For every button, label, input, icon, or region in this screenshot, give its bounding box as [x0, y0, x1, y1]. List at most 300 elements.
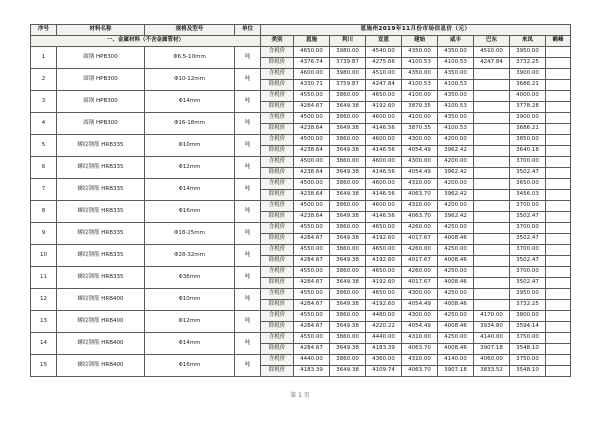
cell-price: 4310.00 — [402, 355, 438, 366]
cell-price: 3640.18 — [510, 146, 546, 157]
cell-seq: 12 — [31, 289, 57, 311]
cell-price: 3980.00 — [330, 69, 366, 80]
cell-price: 4063.70 — [402, 344, 438, 355]
cell-price — [546, 179, 571, 190]
cell-price: 3650.00 — [510, 179, 546, 190]
cell-price: 3700.00 — [510, 267, 546, 278]
cell-price: 4550.00 — [294, 91, 330, 102]
cell-price: 4017.67 — [402, 278, 438, 289]
cell-price — [546, 58, 571, 69]
cell-price — [546, 212, 571, 223]
cell-price: 3860.00 — [330, 201, 366, 212]
cell-price: 4200.00 — [438, 135, 474, 146]
cell-spec: Φ36mm — [145, 267, 235, 289]
cell-price: 3649.38 — [330, 278, 366, 289]
table-row — [31, 289, 571, 300]
cell-price: 4250.00 — [438, 245, 474, 256]
cell-price: 4284.67 — [294, 234, 330, 245]
cell-price: 4100.53 — [438, 80, 474, 91]
cell-price — [546, 267, 571, 278]
cell-spec: Φ10mm — [145, 289, 235, 311]
cell-price-type-taxed: 含税价 — [261, 289, 294, 300]
cell-price: 4238.64 — [294, 212, 330, 223]
cell-price — [474, 212, 510, 223]
cell-price — [546, 69, 571, 80]
cell-material: 螺纹钢筋 HRB400 — [57, 289, 145, 311]
cell-price: 4500.00 — [294, 179, 330, 190]
cell-price: 3649.38 — [330, 366, 366, 377]
cell-unit: 吨 — [235, 267, 261, 289]
cell-spec: Φ14mm — [145, 179, 235, 201]
cell-seq: 8 — [31, 201, 57, 223]
cell-material: 圆钢 HPB300 — [57, 91, 145, 113]
table-row — [31, 179, 571, 190]
cell-material: 螺纹钢筋 HRB335 — [57, 223, 145, 245]
cell-price: 3950.00 — [510, 289, 546, 300]
header-city-badong: 巴东 — [474, 36, 510, 47]
table-row — [31, 113, 571, 124]
cell-price: 4063.70 — [402, 212, 438, 223]
cell-price: 4550.00 — [294, 223, 330, 234]
cell-material: 螺纹钢筋 HRB335 — [57, 267, 145, 289]
cell-price: 4284.67 — [294, 300, 330, 311]
header-city-lichuan: 利川 — [330, 36, 366, 47]
cell-unit: 吨 — [235, 333, 261, 355]
cell-price-type-untaxed: 除税价 — [261, 344, 294, 355]
cell-unit: 吨 — [235, 201, 261, 223]
cell-price: 4200.00 — [438, 201, 474, 212]
cell-price: 3502.47 — [510, 256, 546, 267]
cell-price: 4146.56 — [366, 168, 402, 179]
cell-price: 4310.00 — [402, 333, 438, 344]
cell-price: 3700.00 — [510, 201, 546, 212]
cell-price: 4300.00 — [402, 289, 438, 300]
cell-price-type-untaxed: 除税价 — [261, 124, 294, 135]
cell-price: 3962.42 — [438, 190, 474, 201]
cell-price-type-taxed: 含税价 — [261, 333, 294, 344]
cell-material: 圆钢 HPB300 — [57, 69, 145, 91]
cell-price: 4054.49 — [402, 300, 438, 311]
cell-price: 4054.49 — [402, 146, 438, 157]
cell-unit: 吨 — [235, 311, 261, 333]
cell-price: 4250.00 — [438, 333, 474, 344]
cell-price: 3870.35 — [402, 124, 438, 135]
cell-price — [546, 256, 571, 267]
cell-price-type-untaxed: 除税价 — [261, 190, 294, 201]
header-spec: 规格及型号 — [145, 25, 235, 36]
cell-price — [474, 102, 510, 113]
cell-price: 4350.00 — [438, 91, 474, 102]
cell-seq: 5 — [31, 135, 57, 157]
table-row — [31, 223, 571, 234]
cell-price — [546, 157, 571, 168]
cell-price — [474, 289, 510, 300]
cell-price: 3649.38 — [330, 344, 366, 355]
cell-price: 3860.00 — [330, 245, 366, 256]
cell-price: 3649.38 — [330, 168, 366, 179]
cell-price-type-taxed: 含税价 — [261, 245, 294, 256]
cell-price: 3962.42 — [438, 168, 474, 179]
cell-price: 4140.00 — [438, 355, 474, 366]
cell-price: 3860.00 — [330, 179, 366, 190]
cell-price: 3750.00 — [510, 333, 546, 344]
cell-price: 4100.53 — [438, 102, 474, 113]
table-row — [31, 135, 571, 146]
cell-price: 4250.00 — [438, 289, 474, 300]
cell-price: 3778.28 — [510, 102, 546, 113]
cell-price: 3800.00 — [510, 311, 546, 322]
cell-price: 3900.00 — [510, 113, 546, 124]
cell-spec: Φ12mm — [145, 311, 235, 333]
cell-price: 4238.64 — [294, 124, 330, 135]
cell-price: 3686.21 — [510, 80, 546, 91]
cell-price: 4330.71 — [294, 80, 330, 91]
cell-price-type-taxed: 含税价 — [261, 311, 294, 322]
cell-price: 4054.49 — [402, 322, 438, 333]
cell-price: 4192.60 — [366, 234, 402, 245]
cell-price — [474, 201, 510, 212]
cell-price: 4650.00 — [366, 223, 402, 234]
cell-price: 4100.00 — [402, 113, 438, 124]
cell-price: 4250.00 — [438, 223, 474, 234]
cell-price: 4200.00 — [438, 179, 474, 190]
cell-price: 4480.00 — [366, 311, 402, 322]
table-row — [31, 245, 571, 256]
cell-unit: 吨 — [235, 113, 261, 135]
cell-price-type-untaxed: 除税价 — [261, 80, 294, 91]
header-city-enshi: 恩施 — [294, 36, 330, 47]
cell-price: 4510.00 — [474, 47, 510, 58]
cell-price: 4275.66 — [366, 58, 402, 69]
cell-price: 4550.00 — [294, 245, 330, 256]
cell-price: 3700.00 — [510, 223, 546, 234]
cell-price-type-taxed: 含税价 — [261, 135, 294, 146]
cell-price: 3649.38 — [330, 234, 366, 245]
cell-price: 4146.56 — [366, 190, 402, 201]
cell-price-type-untaxed: 除税价 — [261, 256, 294, 267]
cell-price: 3649.38 — [330, 256, 366, 267]
cell-price — [546, 333, 571, 344]
cell-price — [546, 135, 571, 146]
cell-price: 3649.38 — [330, 190, 366, 201]
cell-price: 3900.00 — [510, 69, 546, 80]
cell-spec: Φ16-18mm — [145, 113, 235, 135]
cell-material: 螺纹钢筋 HRB400 — [57, 355, 145, 377]
cell-price-type-taxed: 含税价 — [261, 355, 294, 366]
cell-price — [546, 223, 571, 234]
cell-price: 3934.80 — [474, 322, 510, 333]
cell-price — [546, 102, 571, 113]
cell-spec: Φ10mm — [145, 135, 235, 157]
header-city-xuanen: 宣恩 — [366, 36, 402, 47]
cell-price — [546, 190, 571, 201]
cell-price: 4310.00 — [402, 201, 438, 212]
cell-price: 4500.00 — [294, 135, 330, 146]
header-city-hefeng: 鹤峰 — [546, 36, 571, 47]
cell-price: 4100.53 — [402, 58, 438, 69]
cell-price: 3548.10 — [510, 366, 546, 377]
cell-price: 4008.46 — [438, 344, 474, 355]
cell-price — [474, 300, 510, 311]
cell-price — [546, 289, 571, 300]
cell-price — [546, 168, 571, 179]
cell-price: 4017.67 — [402, 234, 438, 245]
cell-spec: Φ28-32mm — [145, 245, 235, 267]
cell-price — [474, 113, 510, 124]
cell-price: 4300.00 — [402, 135, 438, 146]
table-row — [31, 47, 571, 58]
cell-price: 3686.21 — [510, 124, 546, 135]
cell-seq: 3 — [31, 91, 57, 113]
cell-seq: 9 — [31, 223, 57, 245]
cell-price: 4100.00 — [402, 91, 438, 102]
cell-price: 4284.67 — [294, 256, 330, 267]
cell-price: 4600.00 — [366, 113, 402, 124]
cell-price: 4550.00 — [294, 289, 330, 300]
table-row — [31, 91, 571, 102]
cell-price-type-untaxed: 除税价 — [261, 146, 294, 157]
cell-price: 4260.00 — [402, 267, 438, 278]
cell-price: 3907.18 — [438, 366, 474, 377]
cell-price: 4360.00 — [366, 355, 402, 366]
cell-price: 3860.00 — [330, 333, 366, 344]
header-city-jianshi: 建始 — [402, 36, 438, 47]
cell-unit: 吨 — [235, 135, 261, 157]
cell-price: 4192.60 — [366, 102, 402, 113]
cell-price — [474, 135, 510, 146]
table-row — [31, 267, 571, 278]
cell-price: 4146.56 — [366, 212, 402, 223]
cell-price: 4284.67 — [294, 322, 330, 333]
cell-price: 3700.00 — [510, 157, 546, 168]
cell-price: 3850.00 — [510, 135, 546, 146]
cell-price-type-taxed: 含税价 — [261, 201, 294, 212]
cell-price: 4017.67 — [402, 256, 438, 267]
cell-price: 3860.00 — [330, 91, 366, 102]
cell-price: 3962.42 — [438, 212, 474, 223]
cell-price: 4063.70 — [402, 190, 438, 201]
cell-price: 3860.00 — [330, 135, 366, 146]
cell-price: 4350.00 — [438, 69, 474, 80]
cell-price: 4100.53 — [402, 80, 438, 91]
cell-price: 3700.00 — [510, 245, 546, 256]
cell-price: 4284.67 — [294, 102, 330, 113]
cell-price: 4250.00 — [438, 311, 474, 322]
cell-price — [546, 146, 571, 157]
cell-unit: 吨 — [235, 355, 261, 377]
cell-price: 3456.03 — [510, 190, 546, 201]
price-table — [30, 24, 571, 377]
cell-price: 4192.60 — [366, 300, 402, 311]
cell-price-type-untaxed: 除税价 — [261, 168, 294, 179]
cell-price: 4238.64 — [294, 168, 330, 179]
cell-price-type-taxed: 含税价 — [261, 157, 294, 168]
cell-price: 4247.84 — [366, 80, 402, 91]
cell-unit: 吨 — [235, 91, 261, 113]
cell-unit: 吨 — [235, 245, 261, 267]
cell-price: 4440.00 — [366, 333, 402, 344]
cell-price: 4500.00 — [294, 157, 330, 168]
cell-price: 4060.00 — [474, 355, 510, 366]
cell-price-type-untaxed: 除税价 — [261, 102, 294, 113]
cell-price-type-taxed: 含税价 — [261, 179, 294, 190]
cell-price — [546, 234, 571, 245]
cell-seq: 6 — [31, 157, 57, 179]
cell-price: 4300.00 — [402, 311, 438, 322]
cell-price — [546, 300, 571, 311]
cell-unit: 吨 — [235, 179, 261, 201]
cell-price — [474, 278, 510, 289]
cell-price: 4054.49 — [402, 168, 438, 179]
cell-spec: Φ18-25mm — [145, 223, 235, 245]
cell-price: 3649.38 — [330, 212, 366, 223]
cell-price: 3732.25 — [510, 300, 546, 311]
cell-price — [546, 278, 571, 289]
cell-material: 螺纹钢筋 HRB335 — [57, 135, 145, 157]
cell-price: 4146.56 — [366, 146, 402, 157]
cell-price: 3962.42 — [438, 146, 474, 157]
cell-price — [546, 124, 571, 135]
cell-price: 3502.47 — [510, 278, 546, 289]
cell-price-type-untaxed: 除税价 — [261, 212, 294, 223]
cell-price-type-taxed: 含税价 — [261, 91, 294, 102]
cell-price: 4250.00 — [438, 267, 474, 278]
cell-price: 3833.52 — [474, 366, 510, 377]
cell-price: 3860.00 — [330, 311, 366, 322]
cell-price: 3860.00 — [330, 289, 366, 300]
cell-price — [474, 146, 510, 157]
cell-price — [474, 80, 510, 91]
cell-price: 4200.00 — [438, 157, 474, 168]
cell-price: 4238.64 — [294, 146, 330, 157]
cell-price: 4183.39 — [294, 366, 330, 377]
cell-price — [546, 322, 571, 333]
cell-price: 4238.64 — [294, 190, 330, 201]
cell-price: 4008.46 — [438, 300, 474, 311]
cell-price — [474, 168, 510, 179]
cell-price — [474, 256, 510, 267]
cell-price-type-untaxed: 除税价 — [261, 300, 294, 311]
cell-seq: 15 — [31, 355, 57, 377]
cell-price — [474, 69, 510, 80]
table-row — [31, 201, 571, 212]
cell-price: 4140.00 — [474, 333, 510, 344]
cell-price — [474, 223, 510, 234]
cell-price: 3860.00 — [330, 157, 366, 168]
cell-price: 4260.00 — [402, 245, 438, 256]
cell-price — [474, 179, 510, 190]
cell-price: 4100.53 — [438, 58, 474, 69]
cell-price: 3649.38 — [330, 102, 366, 113]
cell-price-type-taxed: 含税价 — [261, 223, 294, 234]
cell-price — [546, 366, 571, 377]
cell-price: 4440.00 — [294, 355, 330, 366]
cell-price — [474, 124, 510, 135]
cell-price: 4192.60 — [366, 278, 402, 289]
header-seq: 序号 — [31, 25, 57, 36]
cell-spec: Φ16mm — [145, 201, 235, 223]
cell-seq: 10 — [31, 245, 57, 267]
cell-seq: 13 — [31, 311, 57, 333]
table-row — [31, 157, 571, 168]
cell-price: 4247.84 — [474, 58, 510, 69]
cell-price — [546, 201, 571, 212]
cell-price: 4260.00 — [402, 223, 438, 234]
cell-spec: Φ14mm — [145, 91, 235, 113]
cell-price: 3860.00 — [330, 267, 366, 278]
cell-price: 3750.00 — [510, 355, 546, 366]
cell-price: 4600.00 — [294, 69, 330, 80]
cell-seq: 14 — [31, 333, 57, 355]
cell-price-type-untaxed: 除税价 — [261, 366, 294, 377]
cell-price-type-untaxed: 除税价 — [261, 58, 294, 69]
cell-price: 4500.00 — [294, 201, 330, 212]
cell-price: 4192.60 — [366, 256, 402, 267]
cell-price: 4100.53 — [438, 124, 474, 135]
cell-material: 圆钢 HPB300 — [57, 47, 145, 69]
cell-price: 4600.00 — [366, 135, 402, 146]
cell-price: 3860.00 — [330, 355, 366, 366]
cell-price: 3649.38 — [330, 124, 366, 135]
cell-material: 螺纹钢筋 HRB400 — [57, 333, 145, 355]
cell-price — [546, 113, 571, 124]
cell-unit: 吨 — [235, 47, 261, 69]
cell-price — [546, 245, 571, 256]
cell-spec: Φ12mm — [145, 157, 235, 179]
cell-spec: Φ16mm — [145, 355, 235, 377]
page-number: 第 1 页 — [290, 392, 310, 399]
cell-unit: 吨 — [235, 69, 261, 91]
cell-price — [474, 245, 510, 256]
cell-price: 4284.67 — [294, 278, 330, 289]
cell-price: 3980.00 — [330, 47, 366, 58]
cell-price: 4063.70 — [402, 366, 438, 377]
cell-price: 3950.00 — [510, 47, 546, 58]
cell-price — [474, 91, 510, 102]
cell-price: 4600.00 — [366, 157, 402, 168]
document-title: 恩施州2019年11月份市场信息价（元） — [261, 25, 571, 36]
table-row — [31, 333, 571, 344]
cell-price: 4650.00 — [366, 289, 402, 300]
cell-price: 4540.00 — [366, 47, 402, 58]
cell-price: 4376.74 — [294, 58, 330, 69]
cell-price — [546, 47, 571, 58]
cell-price: 4500.00 — [294, 113, 330, 124]
table-header-row-2 — [31, 36, 571, 47]
cell-price: 4284.67 — [294, 344, 330, 355]
cell-price — [474, 234, 510, 245]
cell-price — [546, 344, 571, 355]
cell-price: 4550.00 — [294, 311, 330, 322]
cell-unit: 吨 — [235, 223, 261, 245]
cell-material: 螺纹钢筋 HRB335 — [57, 201, 145, 223]
cell-price — [474, 267, 510, 278]
cell-price: 3739.87 — [330, 58, 366, 69]
cell-price-type-taxed: 含税价 — [261, 69, 294, 80]
cell-price: 3502.47 — [510, 234, 546, 245]
cell-price: 4550.00 — [294, 333, 330, 344]
cell-price: 4600.00 — [366, 201, 402, 212]
cell-price: 4600.00 — [366, 179, 402, 190]
cell-price-type-untaxed: 除税价 — [261, 278, 294, 289]
table-header-row-1 — [31, 25, 571, 36]
cell-price-type-untaxed: 除税价 — [261, 322, 294, 333]
cell-price: 4350.00 — [438, 47, 474, 58]
cell-price — [474, 190, 510, 201]
cell-unit: 吨 — [235, 157, 261, 179]
header-city-xianfeng: 咸丰 — [438, 36, 474, 47]
cell-price: 3594.14 — [510, 322, 546, 333]
